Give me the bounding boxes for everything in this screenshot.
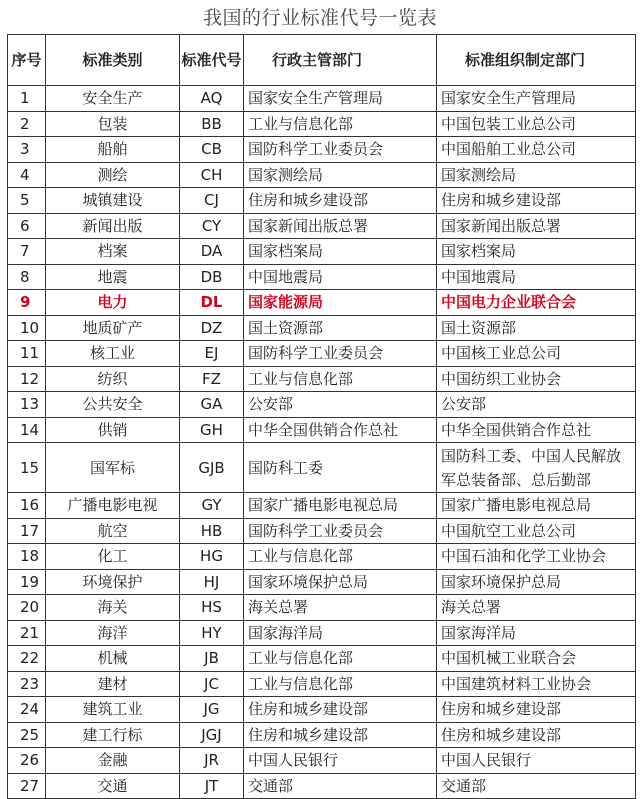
- cell-admin: 国家海洋局: [244, 620, 437, 646]
- cell-code: DA: [180, 239, 244, 265]
- cell-category: 环境保护: [46, 569, 180, 595]
- cell-admin: 住房和城乡建设部: [244, 722, 437, 748]
- cell-code: CJ: [180, 188, 244, 214]
- cell-code: DB: [180, 264, 244, 290]
- header-seq: 序号: [8, 35, 46, 86]
- table-row: [8, 671, 636, 697]
- cell-admin: 中国人民银行: [244, 748, 437, 774]
- table-row: [8, 569, 636, 595]
- cell-code: GH: [180, 417, 244, 443]
- cell-org: 住房和城乡建设部: [437, 697, 636, 723]
- table-row: [8, 773, 636, 799]
- cell-org: 公安部: [437, 392, 636, 418]
- cell-category: 城镇建设: [46, 188, 180, 214]
- cell-org: 中华全国供销合作总社: [437, 417, 636, 443]
- table-row: [8, 111, 636, 137]
- cell-code: BB: [180, 111, 244, 137]
- cell-code: GJB: [180, 443, 244, 493]
- cell-code: HS: [180, 595, 244, 621]
- cell-admin: 国防科学工业委员会: [244, 137, 437, 163]
- cell-category: 新闻出版: [46, 213, 180, 239]
- cell-admin: 国家能源局: [244, 290, 437, 316]
- table-row: [8, 162, 636, 188]
- cell-org: 中国纺织工业协会: [437, 366, 636, 392]
- cell-admin: 中华全国供销合作总社: [244, 417, 437, 443]
- cell-category: 金融: [46, 748, 180, 774]
- cell-seq: 2: [8, 111, 46, 137]
- cell-code: CY: [180, 213, 244, 239]
- cell-org: 国家环境保护总局: [437, 569, 636, 595]
- cell-org: 国土资源部: [437, 315, 636, 341]
- cell-category: 纺织: [46, 366, 180, 392]
- cell-seq: 3: [8, 137, 46, 163]
- cell-category: 地质矿产: [46, 315, 180, 341]
- table-row: [8, 493, 636, 519]
- cell-org: 海关总署: [437, 595, 636, 621]
- cell-seq: 5: [8, 188, 46, 214]
- cell-admin: 公安部: [244, 392, 437, 418]
- cell-category: 航空: [46, 518, 180, 544]
- cell-seq: 27: [8, 773, 46, 799]
- cell-code: HB: [180, 518, 244, 544]
- cell-code: JB: [180, 646, 244, 672]
- page-title: 我国的行业标准代号一览表: [202, 7, 437, 29]
- cell-code: HG: [180, 544, 244, 570]
- cell-seq: 24: [8, 697, 46, 723]
- cell-seq: 6: [8, 213, 46, 239]
- table-row: [8, 697, 636, 723]
- cell-org: 中国航空工业总公司: [437, 518, 636, 544]
- header-org: 标准组织制定部门: [437, 35, 636, 86]
- cell-seq: 4: [8, 162, 46, 188]
- cell-category: 建筑工业: [46, 697, 180, 723]
- cell-seq: 11: [8, 341, 46, 367]
- cell-code: JGJ: [180, 722, 244, 748]
- header-code: 标准代号: [180, 35, 244, 86]
- cell-code: HY: [180, 620, 244, 646]
- table-row: [8, 595, 636, 621]
- cell-admin: 工业与信息化部: [244, 111, 437, 137]
- table-row: [8, 315, 636, 341]
- cell-admin: 国防科工委: [244, 443, 437, 493]
- cell-seq: 15: [8, 443, 46, 493]
- cell-seq: 9: [8, 290, 46, 316]
- cell-code: CH: [180, 162, 244, 188]
- cell-admin: 工业与信息化部: [244, 646, 437, 672]
- cell-admin: 住房和城乡建设部: [244, 697, 437, 723]
- cell-admin: 国家环境保护总局: [244, 569, 437, 595]
- cell-category: 建工行标: [46, 722, 180, 748]
- table-row: [8, 264, 636, 290]
- header-category: 标准类别: [46, 35, 180, 86]
- cell-admin: 工业与信息化部: [244, 544, 437, 570]
- cell-admin: 国家广播电影电视总局: [244, 493, 437, 519]
- header-admin: 行政主管部门: [244, 35, 437, 86]
- table-row: [8, 341, 636, 367]
- table-row: [8, 722, 636, 748]
- cell-code: JC: [180, 671, 244, 697]
- cell-code: HJ: [180, 569, 244, 595]
- cell-seq: 22: [8, 646, 46, 672]
- table-row: [8, 646, 636, 672]
- cell-admin: 国土资源部: [244, 315, 437, 341]
- cell-code: CB: [180, 137, 244, 163]
- cell-org: 中国机械工业联合会: [437, 646, 636, 672]
- cell-admin: 国防科学工业委员会: [244, 518, 437, 544]
- cell-admin: 中国地震局: [244, 264, 437, 290]
- cell-category: 化工: [46, 544, 180, 570]
- cell-admin: 国防科学工业委员会: [244, 341, 437, 367]
- cell-org: 中国地震局: [437, 264, 636, 290]
- cell-code: GY: [180, 493, 244, 519]
- table-row: [8, 392, 636, 418]
- cell-seq: 23: [8, 671, 46, 697]
- cell-category: 安全生产: [46, 86, 180, 112]
- cell-admin: 工业与信息化部: [244, 366, 437, 392]
- cell-seq: 1: [8, 86, 46, 112]
- table-row: [8, 213, 636, 239]
- cell-seq: 17: [8, 518, 46, 544]
- cell-admin: 国家安全生产管理局: [244, 86, 437, 112]
- cell-org: 中国石油和化学工业协会: [437, 544, 636, 570]
- table-row: [8, 137, 636, 163]
- cell-category: 测绘: [46, 162, 180, 188]
- table-row: [8, 544, 636, 570]
- cell-category: 海洋: [46, 620, 180, 646]
- cell-seq: 8: [8, 264, 46, 290]
- cell-category: 包装: [46, 111, 180, 137]
- cell-org: 国家海洋局: [437, 620, 636, 646]
- cell-category: 电力: [46, 290, 180, 316]
- cell-code: JR: [180, 748, 244, 774]
- cell-org: 交通部: [437, 773, 636, 799]
- cell-code: AQ: [180, 86, 244, 112]
- cell-seq: 21: [8, 620, 46, 646]
- table-row: [8, 188, 636, 214]
- cell-seq: 18: [8, 544, 46, 570]
- cell-org: 中国人民银行: [437, 748, 636, 774]
- cell-category: 核工业: [46, 341, 180, 367]
- cell-org: 国家档案局: [437, 239, 636, 265]
- cell-org: 中国船舶工业总公司: [437, 137, 636, 163]
- table-row: [8, 239, 636, 265]
- cell-org: 中国包装工业总公司: [437, 111, 636, 137]
- cell-admin: 交通部: [244, 773, 437, 799]
- table-row: [8, 518, 636, 544]
- cell-admin: 工业与信息化部: [244, 671, 437, 697]
- cell-category: 交通: [46, 773, 180, 799]
- cell-seq: 20: [8, 595, 46, 621]
- table-row: [8, 748, 636, 774]
- cell-code: DZ: [180, 315, 244, 341]
- cell-admin: 国家新闻出版总署: [244, 213, 437, 239]
- cell-org: 国家广播电影电视总局: [437, 493, 636, 519]
- table-row: [8, 443, 636, 493]
- cell-admin: 住房和城乡建设部: [244, 188, 437, 214]
- table-row: [8, 366, 636, 392]
- cell-seq: 26: [8, 748, 46, 774]
- cell-org: 国家测绘局: [437, 162, 636, 188]
- cell-seq: 14: [8, 417, 46, 443]
- cell-category: 广播电影电视: [46, 493, 180, 519]
- cell-org: 住房和城乡建设部: [437, 722, 636, 748]
- cell-code: GA: [180, 392, 244, 418]
- cell-code: EJ: [180, 341, 244, 367]
- standards-table: [7, 34, 636, 799]
- table-row: [8, 86, 636, 112]
- cell-code: JT: [180, 773, 244, 799]
- cell-admin: 海关总署: [244, 595, 437, 621]
- cell-admin: 国家测绘局: [244, 162, 437, 188]
- cell-seq: 19: [8, 569, 46, 595]
- cell-category: 地震: [46, 264, 180, 290]
- cell-org: 国防科工委、中国人民解放军总装备部、总后勤部: [437, 443, 636, 493]
- cell-seq: 25: [8, 722, 46, 748]
- cell-category: 档案: [46, 239, 180, 265]
- cell-category: 建材: [46, 671, 180, 697]
- table-header-row: [8, 35, 636, 86]
- cell-code: JG: [180, 697, 244, 723]
- cell-org: 中国建筑材料工业协会: [437, 671, 636, 697]
- cell-org: 住房和城乡建设部: [437, 188, 636, 214]
- cell-seq: 7: [8, 239, 46, 265]
- cell-category: 机械: [46, 646, 180, 672]
- cell-category: 船舶: [46, 137, 180, 163]
- cell-admin: 国家档案局: [244, 239, 437, 265]
- cell-seq: 13: [8, 392, 46, 418]
- cell-seq: 12: [8, 366, 46, 392]
- table-body: [8, 86, 636, 799]
- table-row: [8, 417, 636, 443]
- cell-category: 供销: [46, 417, 180, 443]
- cell-org: 中国电力企业联合会: [437, 290, 636, 316]
- table-row: [8, 620, 636, 646]
- cell-seq: 16: [8, 493, 46, 519]
- cell-code: DL: [180, 290, 244, 316]
- cell-org: 国家安全生产管理局: [437, 86, 636, 112]
- cell-code: FZ: [180, 366, 244, 392]
- cell-org: 中国核工业总公司: [437, 341, 636, 367]
- table-row: [8, 290, 636, 316]
- cell-category: 公共安全: [46, 392, 180, 418]
- cell-seq: 10: [8, 315, 46, 341]
- cell-org: 国家新闻出版总署: [437, 213, 636, 239]
- cell-category: 国军标: [46, 443, 180, 493]
- cell-category: 海关: [46, 595, 180, 621]
